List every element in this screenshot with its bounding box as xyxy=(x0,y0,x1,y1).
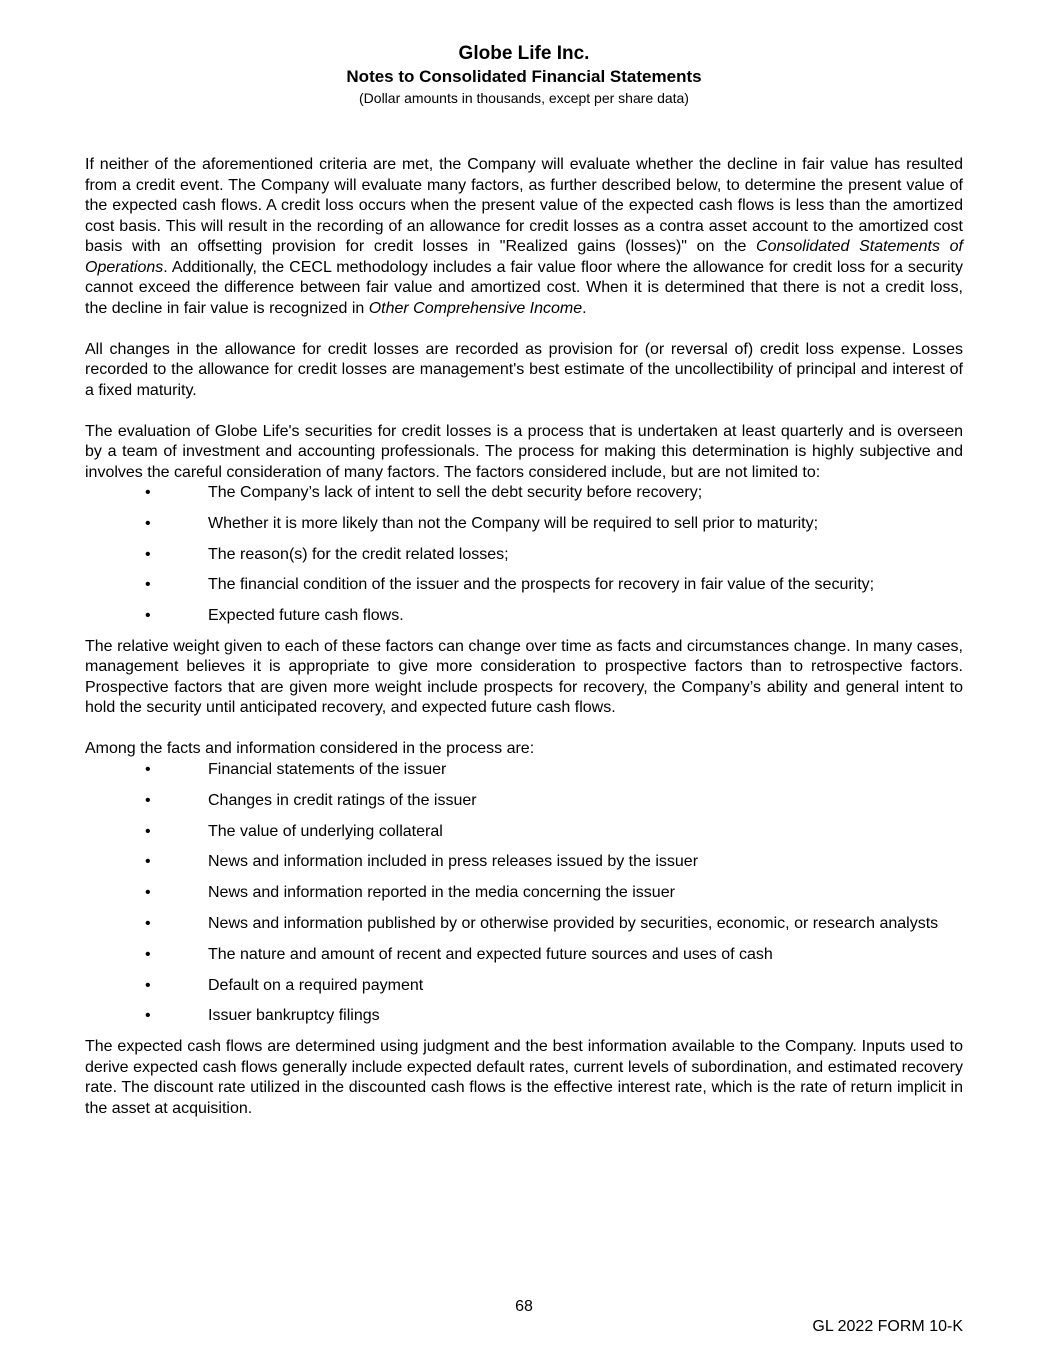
facts-list xyxy=(85,760,963,1027)
list-item xyxy=(85,852,963,873)
bullet-icon: • xyxy=(145,545,151,563)
bullet-icon: • xyxy=(145,884,151,902)
list-item xyxy=(85,945,963,966)
paragraph-allowance-changes: All changes in the allowance for credit losses are recorded as provision for (or reversal of) credit loss expense. Losses recorded to the allowance for credit losses are management's best estimate of the uncollectibility of principal and interest of a fixed maturity. xyxy=(85,340,963,399)
paragraph-facts-intro: Among the facts and information considered in the process are: xyxy=(85,740,535,758)
list-item-text: Expected future cash flows. xyxy=(208,607,404,625)
list-item-text: News and information published by or otherwise provided by securities, economic, or research analysts xyxy=(208,914,939,932)
text-run: . Additionally, the CECL methodology includes a fair value floor where the allowance for credit loss for a security cannot exceed the difference between fair value and amortized cost. When it is determined that there is not a credit loss, the decline in fair value is recognized in xyxy=(85,258,963,317)
text-run: . xyxy=(582,299,587,317)
list-item-text: The value of underlying collateral xyxy=(208,822,443,840)
document-title: Notes to Consolidated Financial Statements xyxy=(346,67,702,86)
page-header xyxy=(0,42,1048,108)
bullet-icon: • xyxy=(145,822,151,840)
bullet-icon: • xyxy=(145,976,151,994)
list-item xyxy=(85,976,963,997)
list-item-text: Issuer bankruptcy filings xyxy=(208,1007,380,1025)
company-name: Globe Life Inc. xyxy=(458,43,590,64)
list-item-text: The Company’s lack of intent to sell the debt security before recovery; xyxy=(208,484,703,501)
italic-text-run: Consolidated Statements of Operations xyxy=(85,238,964,276)
paragraph-relative-weight: The relative weight given to each of these factors can change over time as facts and circumstances change. In many cases, management believes it is appropriate to give more consideration to prospective factors than to retrospective factors. Prospective factors that are given more weight include prospects for recovery, the Company’s ability and general intent to hold the security until anticipated recovery, and expected future cash flows. xyxy=(85,637,963,717)
list-item xyxy=(85,514,963,535)
list-item xyxy=(85,822,963,843)
italic-text-run: Other Comprehensive Income xyxy=(368,299,583,317)
list-item xyxy=(85,606,963,627)
list-item xyxy=(85,914,963,935)
paragraph-credit-evaluation xyxy=(85,155,963,319)
list-item-text: News and information included in press releases issued by the issuer xyxy=(208,853,699,871)
bullet-icon: • xyxy=(145,607,151,625)
bullet-icon: • xyxy=(145,514,151,532)
bullet-icon: • xyxy=(145,853,151,871)
page-number: 68 xyxy=(515,1298,533,1315)
list-item-text: News and information reported in the media concerning the issuer xyxy=(208,884,675,902)
bullet-icon: • xyxy=(145,791,151,809)
paragraph-evaluation-process: The evaluation of Globe Life's securities for credit losses is a process that is undertaken at least quarterly and is overseen by a team of investment and accounting professionals. The process for making this determination is highly subjective and involves the careful consideration of many factors. The factors considered include, but are not limited to: xyxy=(85,422,963,481)
list-item-text: Financial statements of the issuer xyxy=(208,760,447,778)
list-item-text: The reason(s) for the credit related losses; xyxy=(208,545,509,563)
list-item-text: Changes in credit ratings of the issuer xyxy=(208,791,477,809)
bullet-icon: • xyxy=(145,484,151,501)
bullet-icon: • xyxy=(145,576,151,594)
document-body xyxy=(85,155,963,1119)
list-item-text: Default on a required payment xyxy=(208,976,424,994)
text-run: If neither of the aforementioned criteria are met, the Company will evaluate whether the decline in fair value has resulted from a credit event. The Company will evaluate many factors, as further described below, to determine the present value of the expected cash flows. A credit loss occurs when the present value of the expected cash flows is less than the amortized cost basis. This will result in the recording of an allowance for credit losses as a contra asset account to the amortized cost basis with an offsetting provision for credit losses in "Realized gains (losses)" on the xyxy=(85,156,963,255)
paragraph-expected-cash-flows: The expected cash flows are determined using judgment and the best information available to the Company. Inputs used to derive expected cash flows generally include expected default rates, current levels of subordination, and estimated recovery rate. The discount rate utilized in the discounted cash flows is the effective interest rate, which is the rate of return implicit in the asset at acquisition. xyxy=(85,1038,963,1117)
factors-list xyxy=(85,483,963,627)
list-item xyxy=(85,883,963,904)
list-item-text: Whether it is more likely than not the Company will be required to sell prior to maturity; xyxy=(208,514,819,532)
list-item xyxy=(85,545,963,566)
form-label: GL 2022 FORM 10-K xyxy=(812,1318,963,1335)
bullet-icon: • xyxy=(145,945,151,963)
list-item xyxy=(85,575,963,596)
list-item-text: The nature and amount of recent and expected future sources and uses of cash xyxy=(208,945,773,963)
list-item xyxy=(85,791,963,812)
list-item xyxy=(85,1006,963,1027)
list-item xyxy=(85,483,963,504)
bullet-icon: • xyxy=(145,914,151,932)
bullet-icon: • xyxy=(145,1007,151,1025)
list-item-text: The financial condition of the issuer and the prospects for recovery in fair value of the security; xyxy=(208,576,875,594)
units-note: (Dollar amounts in thousands, except per share data) xyxy=(359,90,689,106)
bullet-icon: • xyxy=(145,760,151,778)
list-item xyxy=(85,760,963,781)
